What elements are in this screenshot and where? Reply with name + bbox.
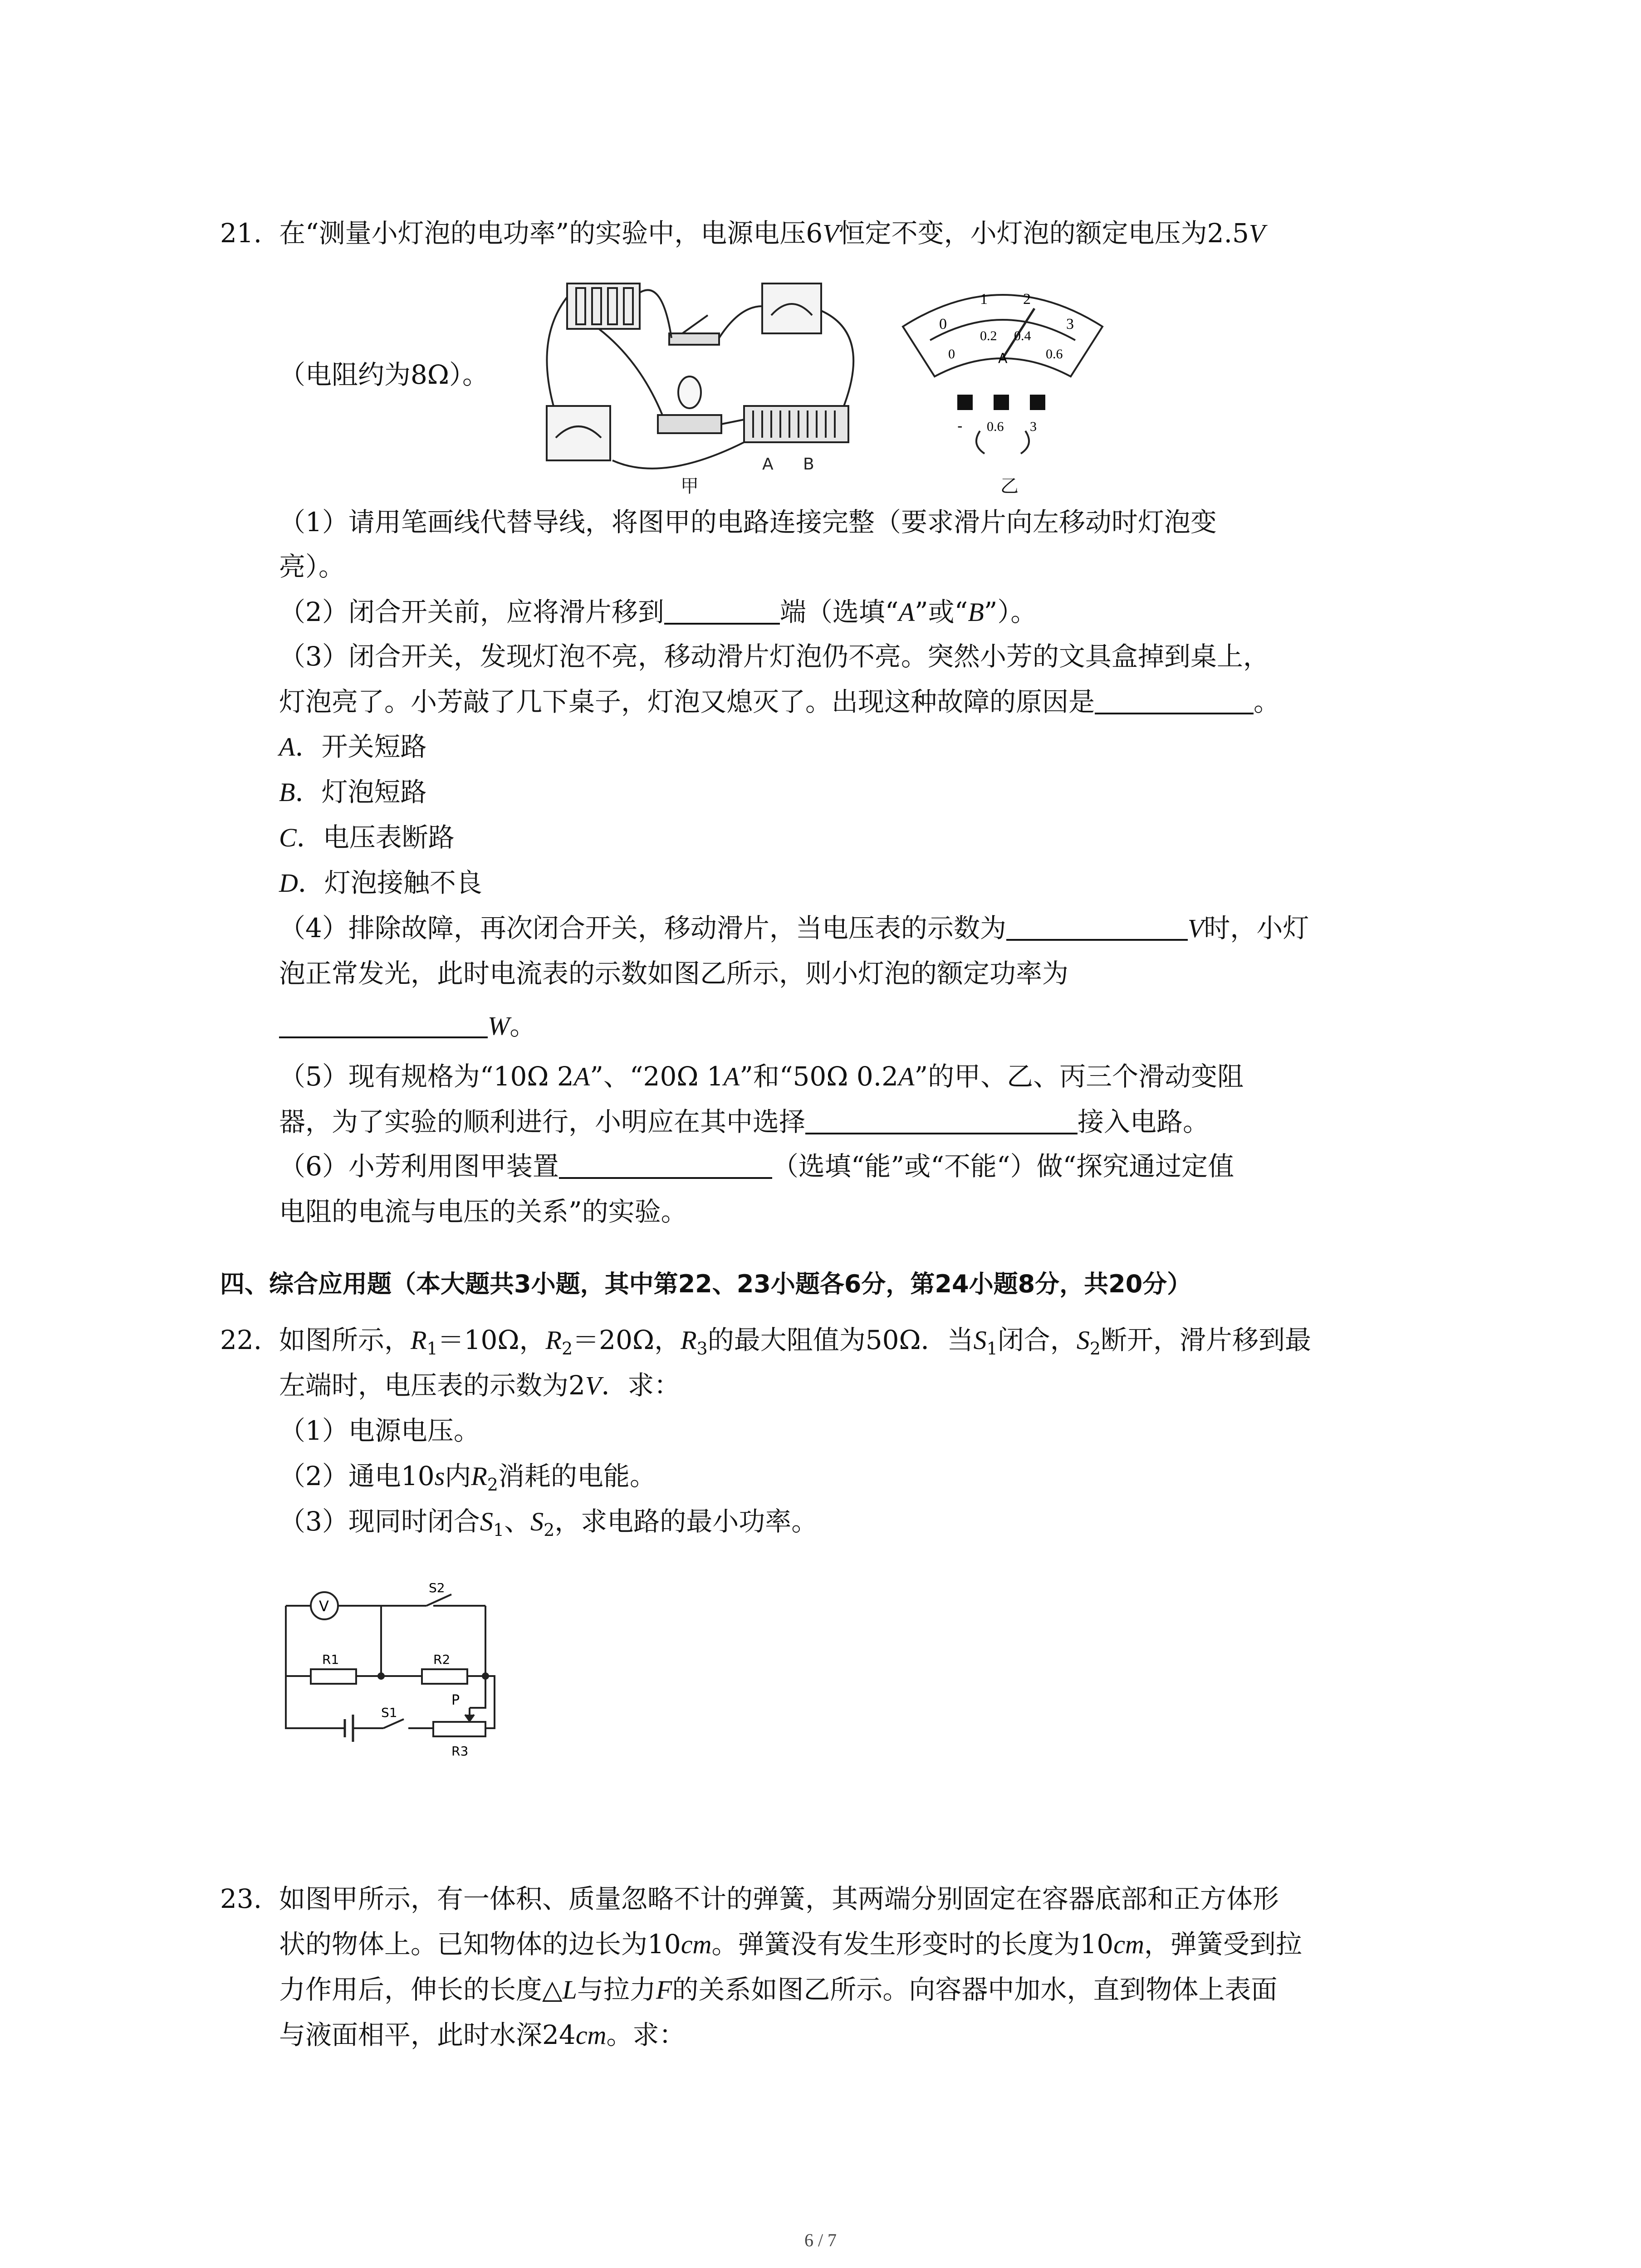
ammeter-scale-top-3: 3 [1066, 316, 1074, 332]
figure-yi-ammeter-dial [889, 272, 1116, 463]
q21-part5-text-e: 器，为了实验的顺利进行，小明应在其中选择 [279, 1106, 806, 1137]
option-b-text: ．灯泡短路 [295, 777, 427, 807]
q21-part1-line2: 亮）。 [279, 551, 345, 582]
q21-part4-line3 [279, 1009, 536, 1042]
q21-part3-text: 灯泡亮了。小芳敲了几下桌子，灯泡又熄灭了。出现这种故障的原因是 [279, 686, 1095, 717]
q21-stem-text-a: 在“测量小灯泡的电功率”的实验中，电源电压 [279, 218, 806, 249]
q21-part4-blank-v[interactable] [1006, 916, 1188, 941]
q21-part5-unit3: A [898, 1062, 915, 1091]
q22-sub3-s2: S [530, 1507, 544, 1536]
q21-part3-end: 。 [1254, 686, 1280, 717]
rheostat-r3-icon [433, 1722, 485, 1736]
resistor-r2-icon [422, 1669, 467, 1684]
ammeter-scale-top-0: 0 [939, 316, 947, 332]
battery-icon [567, 284, 640, 329]
q21-part6-blank[interactable] [559, 1154, 772, 1179]
q22-s1-symbol: S [973, 1325, 987, 1355]
q23-line2 [279, 1928, 1302, 1961]
q23-text-c: ，弹簧受到拉 [1144, 1929, 1302, 1960]
q23-unit-cm-2: cm [1113, 1930, 1144, 1959]
ammeter-scale-bottom-0: 0 [948, 347, 955, 362]
q21-part5-line1 [279, 1060, 1244, 1093]
q22-sub2-unit-s: s [434, 1461, 445, 1491]
q22-text-d: 的最大阻值为50Ω．当 [707, 1325, 974, 1355]
q23-text-a: 状的物体上。已知物体的边长为10 [279, 1929, 681, 1960]
q23-text-h: 。求： [606, 2019, 686, 2050]
q22-text-g: 左端时，电压表的示数为2 [279, 1370, 585, 1401]
q22-sub2 [279, 1460, 656, 1501]
q22-sub2-r2: R [471, 1461, 487, 1491]
q23-unit-cm-1: cm [681, 1930, 712, 1959]
q22-s1-sub: 1 [986, 1339, 998, 1359]
option-a-text: ．开关短路 [295, 731, 427, 762]
ammeter-terminal-06: 0.6 [987, 419, 1004, 434]
q21-stem-line2: （电阻约为8Ω）。 [279, 359, 489, 390]
q23-number: 23. [220, 1883, 262, 1914]
q21-part2-text-b: 端（选填“ [779, 596, 899, 627]
q21-part5-text-f: 接入电路。 [1078, 1106, 1210, 1137]
option-c-letter: C [279, 823, 297, 852]
switch-s2-icon [426, 1594, 451, 1606]
ammeter-scale-top-1: 1 [980, 291, 988, 308]
q21-part5-unit2: A [723, 1062, 740, 1091]
q22-fig-s2: S2 [429, 1583, 445, 1595]
q22-r2-sub: 2 [561, 1339, 573, 1359]
q21-part4-unit-w: W [488, 1011, 510, 1041]
q21-part5-text-c: ”和“50Ω 0.2 [740, 1061, 899, 1092]
q22-sub2-text-c: 消耗的电能。 [498, 1461, 656, 1491]
q21-part2-text-c: ”或“ [915, 596, 968, 627]
q21-part5-text-a: （5）现有规格为“10Ω 2 [279, 1061, 574, 1092]
q21-number: 21. [220, 218, 262, 249]
q21-part4-text-b: 时，小灯 [1204, 913, 1309, 943]
q21-part3-line1: （3）闭合开关，发现灯泡不亮，移动滑片灯泡仍不亮。突然小芳的文具盒掉到桌上， [279, 641, 1269, 672]
q21-part5-text-b: ”、“20Ω 1 [590, 1061, 724, 1092]
q22-text-a: 如图所示， [279, 1325, 411, 1355]
q21-part3-blank[interactable] [1095, 690, 1254, 714]
switch-s1-icon [383, 1719, 404, 1728]
option-b-letter: B [279, 777, 295, 807]
q22-line2 [279, 1369, 680, 1402]
q21-part1-line1: （1）请用笔画线代替导线，将图甲的电路连接完整（要求滑片向左移动时灯泡变 [279, 507, 1217, 538]
ammeter-unit: A [998, 351, 1008, 367]
q22-sub3-s1-sub: 1 [493, 1520, 505, 1540]
q22-sub2-r2-sub: 2 [487, 1475, 498, 1495]
q21-part4-end: 。 [509, 1010, 536, 1041]
ammeter-terminal-neg: - [957, 417, 963, 435]
q22-number: 22. [220, 1325, 262, 1355]
option-a-letter: A [279, 732, 295, 762]
q23-text-d: 力作用后，伸长的长度△ [279, 1974, 563, 2005]
q22-sub3-sep: 、 [504, 1506, 531, 1537]
resistor-r1-icon [311, 1669, 356, 1684]
q21-option-c[interactable] [279, 821, 455, 854]
battery-cell-icon [345, 1715, 353, 1742]
q21-part6-line1 [279, 1150, 1234, 1183]
q22-sub1: （1）电源电压。 [279, 1415, 480, 1446]
q22-s2-symbol: S [1076, 1325, 1090, 1355]
voltmeter-icon [547, 406, 610, 460]
q21-part4-line2: 泡正常发光，此时电流表的示数如图乙所示，则小灯泡的额定功率为 [279, 958, 1069, 989]
q23-line1: 如图甲所示，有一体积、质量忽略不计的弹簧，其两端分别固定在容器底部和正方体形 [279, 1883, 1279, 1914]
q21-stem-line1 [279, 217, 1265, 250]
page-number: 6 / 7 [804, 2230, 837, 2250]
q21-part5-unit1: A [573, 1062, 590, 1091]
ammeter-terminal-3: 3 [1030, 419, 1037, 434]
figure-yi-caption: 乙 [1000, 476, 1019, 497]
option-d-text: ．灯泡接触不良 [298, 867, 482, 898]
q22-sub3-s1: S [480, 1507, 493, 1536]
q21-part6-text-b: （选填“能”或“不能“）做“探究通过定值 [772, 1151, 1234, 1182]
q22-s2-sub: 2 [1089, 1339, 1101, 1359]
q21-part2 [279, 596, 1037, 629]
q22-r1-sub: 1 [426, 1339, 438, 1359]
q22-fig-r1: R1 [322, 1652, 339, 1667]
q22-fig-r2: R2 [433, 1652, 451, 1667]
q21-part2-option-b: B [968, 597, 984, 627]
q22-fig-r3: R3 [451, 1744, 469, 1759]
q22-sub3 [279, 1505, 818, 1546]
q22-sub3-text-c: ，求电路的最小功率。 [554, 1506, 818, 1537]
rheostat-terminal-b: B [803, 455, 814, 474]
q22-r2-symbol: R [545, 1325, 562, 1355]
q22-circuit-diagram [272, 1583, 526, 1778]
q23-symbol-l: L [562, 1975, 577, 2004]
q21-stem-unit2: V [1249, 219, 1265, 248]
q23-text-f: 的关系如图乙所示。向容器中加水，直到物体上表面 [672, 1974, 1278, 2005]
figure-jia-caption: 甲 [681, 476, 699, 497]
q21-stem-rated: 2.5 [1207, 218, 1249, 249]
q21-part5-line2 [279, 1105, 1209, 1138]
q22-text-e: 闭合， [997, 1325, 1077, 1355]
q21-part4-text-a: （4）排除故障，再次闭合开关，移动滑片，当电压表的示数为 [279, 913, 1006, 943]
q22-line1 [279, 1324, 1311, 1365]
ammeter-scale-bottom-2: 0.4 [1014, 328, 1031, 343]
q22-sub2-text-b: 内 [445, 1461, 471, 1491]
q22-text-f: 断开，滑片移到最 [1101, 1325, 1312, 1355]
q21-stem-text-b: 恒定不变，小灯泡的额定电压为 [838, 218, 1207, 249]
q21-part2-blank[interactable] [664, 600, 780, 625]
q22-fig-p: P [451, 1692, 460, 1708]
q22-fig-s1: S1 [381, 1705, 397, 1720]
option-d-letter: D [279, 868, 298, 898]
q23-unit-cm-3: cm [575, 2020, 607, 2050]
q23-text-g: 与液面相平，此时水深24 [279, 2019, 576, 2050]
q23-line3 [279, 1973, 1277, 2006]
q21-part5-text-d: ”的甲、乙、丙三个滑动变阻 [914, 1061, 1244, 1092]
q21-stem-voltage: 6 [806, 218, 823, 249]
q21-part4-line1 [279, 912, 1309, 945]
section4-heading: 四、综合应用题（本大题共3小题，其中第22、23小题各6分，第24小题8分，共20分） [220, 1270, 1192, 1298]
q23-text-e: 与拉力 [577, 1974, 656, 2005]
q22-text-b: ＝10Ω， [437, 1325, 546, 1355]
q22-sub3-s2-sub: 2 [544, 1520, 555, 1540]
rheostat-icon [744, 406, 848, 442]
q22-sub2-text-a: （2）通电10 [279, 1461, 435, 1491]
q21-part2-text-a: （2）闭合开关前，应将滑片移到 [279, 596, 664, 627]
q21-stem-unit: V [823, 219, 839, 248]
q23-line4 [279, 2019, 685, 2052]
q21-part4-blank-w[interactable] [279, 1014, 488, 1038]
q21-part3-line2 [279, 685, 1280, 718]
figure-jia-apparatus [526, 270, 889, 483]
q21-part2-text-d: ”）。 [984, 596, 1037, 627]
q22-sub3-text-a: （3）现同时闭合 [279, 1506, 480, 1537]
ammeter-scale-bottom-1: 0.2 [980, 328, 997, 343]
q21-part4-unit-v: V [1187, 914, 1204, 943]
q22-r1-symbol: R [411, 1325, 427, 1355]
q22-fig-voltmeter: V [319, 1598, 329, 1615]
q21-option-b[interactable] [279, 776, 426, 809]
q21-part6-line2: 电阻的电流与电压的关系”的实验。 [279, 1196, 687, 1227]
ammeter-icon [762, 284, 821, 333]
option-c-text: ．电压表断路 [296, 822, 455, 853]
q22-text-h: ．求： [601, 1370, 681, 1401]
ammeter-scale-top-2: 2 [1023, 291, 1031, 308]
q21-part2-option-a: A [898, 597, 915, 627]
ammeter-scale-bottom-3: 0.6 [1046, 347, 1063, 362]
q21-part5-blank[interactable] [805, 1110, 1078, 1134]
rheostat-terminal-a: A [762, 455, 774, 474]
q23-text-b: 。弹簧没有发生形变时的长度为10 [711, 1929, 1114, 1960]
q22-unit-v: V [585, 1371, 602, 1400]
q23-symbol-f: F [656, 1975, 672, 2004]
q21-part6-text-a: （6）小芳利用图甲装置 [279, 1151, 559, 1182]
q21-option-a[interactable] [279, 730, 426, 763]
q22-text-c: ＝20Ω， [573, 1325, 681, 1355]
lamp-icon [678, 376, 701, 408]
q22-r3-symbol: R [681, 1325, 697, 1355]
q22-r3-sub: 3 [696, 1339, 708, 1359]
q21-option-d[interactable] [279, 866, 482, 899]
